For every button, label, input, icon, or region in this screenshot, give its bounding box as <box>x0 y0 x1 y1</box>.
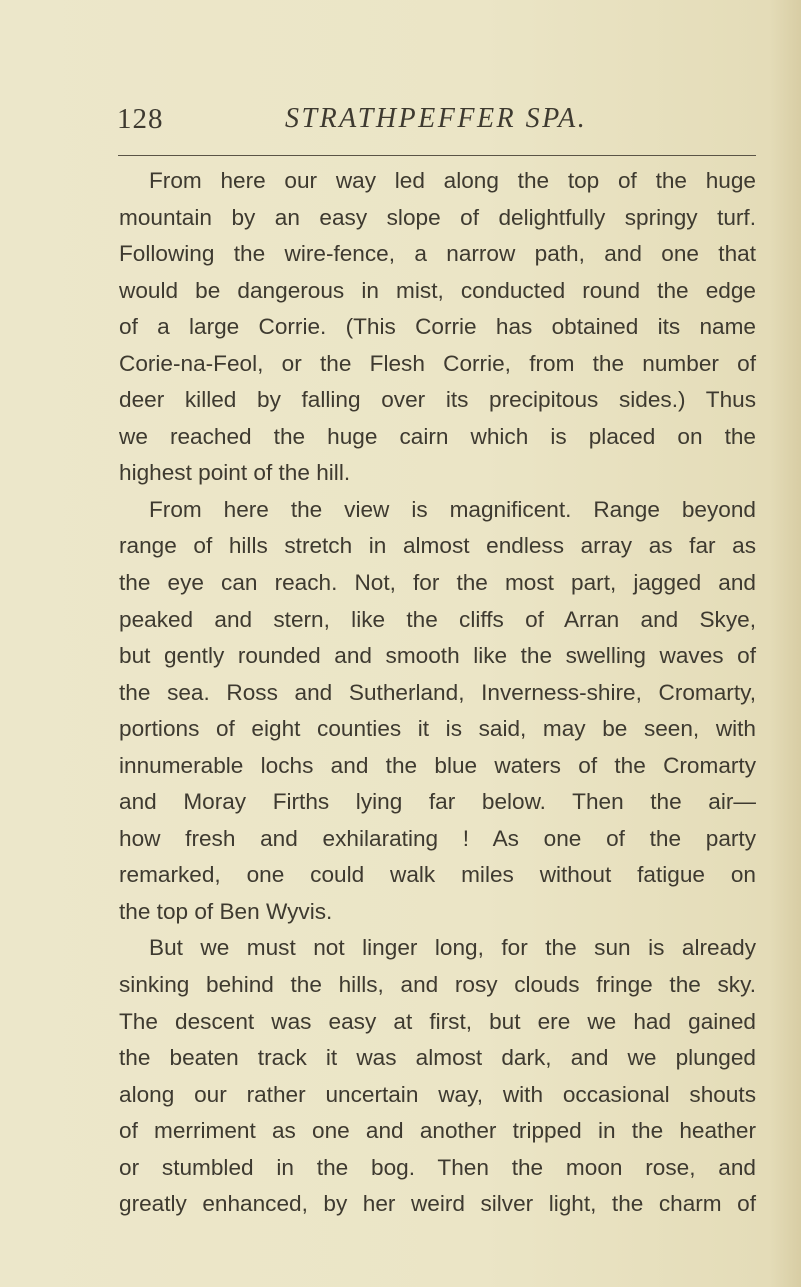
text-line: how fresh and exhilarating ! As one of the party <box>119 825 756 851</box>
text-line: remarked, one could walk miles without fatigue on <box>119 862 756 888</box>
text-line: Corie-na-Feol, or the Flesh Corrie, from the number of <box>119 350 756 376</box>
text-line: the top of Ben Wyvis. <box>119 898 333 924</box>
text-line: of a large Corrie. (This Corrie has obtained its name <box>119 314 756 340</box>
header-rule <box>118 155 756 156</box>
text-line: innumerable lochs and the blue waters of the Cromarty <box>119 752 756 778</box>
body-text <box>119 163 756 1223</box>
text-line: The descent was easy at first, but ere we had gained <box>119 1008 756 1034</box>
text-line: greatly enhanced, by her weird silver light, the charm of <box>119 1191 756 1217</box>
text-line: or stumbled in the bog. Then the moon rose, and <box>119 1154 756 1180</box>
text-line: peaked and stern, like the cliffs of Arran and Skye, <box>119 606 756 632</box>
text-line: mountain by an easy slope of delightfully springy turf. <box>119 204 756 230</box>
text-line: would be dangerous in mist, conducted round the edge <box>119 277 756 303</box>
text-line: and Moray Firths lying far below. Then the air— <box>119 789 756 815</box>
text-line: along our rather uncertain way, with occasional shouts <box>119 1081 756 1107</box>
text-line: we reached the huge cairn which is placed on the <box>119 423 756 449</box>
page-header <box>117 103 757 143</box>
text-line: deer killed by falling over its precipitous sides.) Thus <box>119 387 756 413</box>
text-line: From here our way led along the top of the huge <box>149 168 756 193</box>
text-line: From here the view is magnificent. Range beyond <box>149 496 756 522</box>
text-line: But we must not linger long, for the sun is already <box>149 935 756 961</box>
page-number: 128 <box>117 103 164 135</box>
text-line: the beaten track it was almost dark, and we plunged <box>119 1045 756 1071</box>
text-line: the sea. Ross and Sutherland, Inverness-shire, Cromarty, <box>119 679 756 705</box>
text-line: range of hills stretch in almost endless array as far as <box>119 533 756 559</box>
text-line: the eye can reach. Not, for the most part, jagged and <box>119 570 756 596</box>
text-line: sinking behind the hills, and rosy clouds fringe the sky. <box>119 972 756 998</box>
text-line: portions of eight counties it is said, may be seen, with <box>119 716 756 742</box>
text-line: of merriment as one and another tripped in the heather <box>119 1118 756 1144</box>
text-line: but gently rounded and smooth like the swelling waves of <box>119 643 756 669</box>
text-line: Following the wire-fence, a narrow path, and one that <box>119 241 756 267</box>
running-head: STRATHPEFFER SPA. <box>285 103 588 134</box>
text-line: highest point of the hill. <box>119 460 351 486</box>
